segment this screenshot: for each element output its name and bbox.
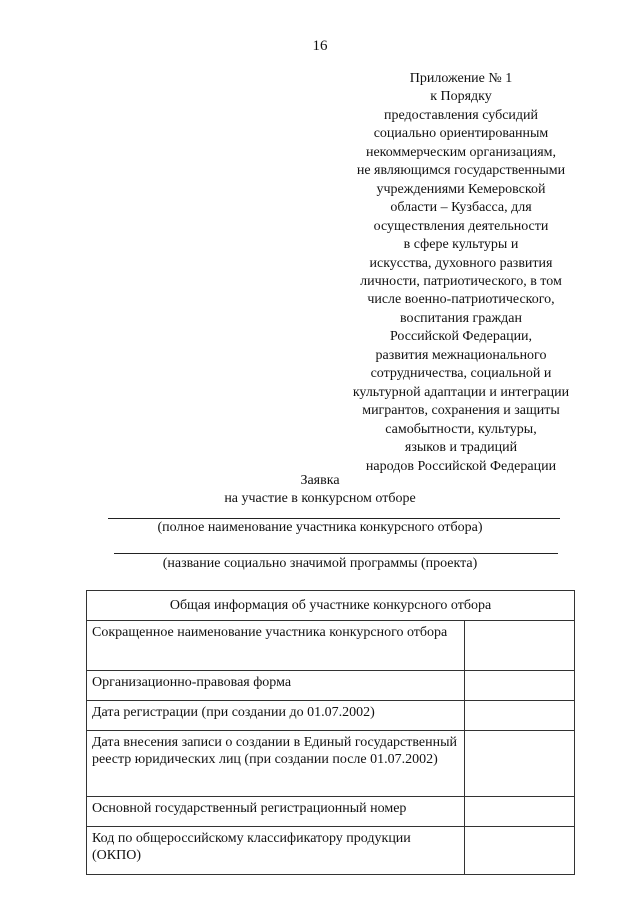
appendix-line: Приложение № 1 [409, 71, 513, 86]
row-label: Основной государственный регистрационный номер [87, 797, 465, 827]
application-title [0, 472, 640, 508]
row-label: Дата внесения записи о создании в Единый государственный реестр юридических лиц (при создании после 01.07.2002) [87, 731, 465, 797]
row-value [465, 671, 575, 701]
appendix-line: личности, патриотического, в том [360, 273, 562, 289]
appendix-line: воспитания граждан [400, 310, 522, 326]
appendix-line: предоставления субсидий [383, 107, 539, 123]
appendix-line: не являющимся государственными [356, 163, 566, 179]
appendix-line: культурной адаптации и интеграции [352, 384, 570, 400]
row-value [465, 827, 575, 875]
appendix-line: языков и традиций [404, 440, 518, 456]
appendix-line: в сфере культуры и [403, 237, 519, 253]
row-label: Дата регистрации (при создании до 01.07.2002) [87, 701, 465, 731]
appendix-line: сотрудничества, социальной и [370, 366, 552, 382]
page-number: 16 [312, 38, 328, 54]
table-row [87, 621, 575, 671]
participant-info-table [86, 590, 575, 875]
appendix-line: социально ориентированным [373, 126, 549, 142]
table-header: Общая информация об участнике конкурсного отбора [87, 591, 575, 621]
participant-name-caption: (полное наименование участника конкурсного отбора) [157, 520, 483, 535]
appendix-line: мигрантов, сохранения и защиты [362, 403, 560, 419]
appendix-line: самобытности, культуры, [385, 421, 537, 437]
table-row [87, 797, 575, 827]
appendix-line: области – Кузбасса, для [390, 200, 532, 216]
program-name-line [114, 553, 558, 554]
table-row [87, 701, 575, 731]
row-value [465, 731, 575, 797]
title-line-1: Заявка [300, 473, 340, 488]
appendix-line: к Порядку [430, 89, 492, 105]
appendix-line: развития межнационального [375, 347, 547, 363]
row-label: Код по общероссийскому классификатору продукции (ОКПО) [87, 827, 465, 875]
row-value [465, 797, 575, 827]
title-line-2: на участие в конкурсном отборе [224, 491, 416, 506]
appendix-line: некоммерческим организациям, [365, 144, 557, 160]
table-row [87, 827, 575, 875]
appendix-line: Российской Федерации, [389, 329, 533, 345]
row-value [465, 621, 575, 671]
appendix-block [330, 70, 592, 476]
row-value [465, 701, 575, 731]
appendix-line: народов Российской Федерации [365, 458, 557, 474]
participant-name-line [108, 518, 560, 519]
appendix-line: искусства, духовного развития [369, 255, 553, 271]
table-row [87, 731, 575, 797]
table-header-row [87, 591, 575, 621]
program-name-caption: (название социально значимой программы (проекта) [162, 556, 478, 571]
appendix-line: осуществления деятельности [373, 218, 549, 234]
row-label: Сокращенное наименование участника конкурсного отбора [87, 621, 465, 671]
appendix-line: учреждениями Кемеровской [376, 181, 546, 197]
row-label: Организационно-правовая форма [87, 671, 465, 701]
appendix-line: числе военно-патриотического, [367, 292, 555, 308]
table-row [87, 671, 575, 701]
